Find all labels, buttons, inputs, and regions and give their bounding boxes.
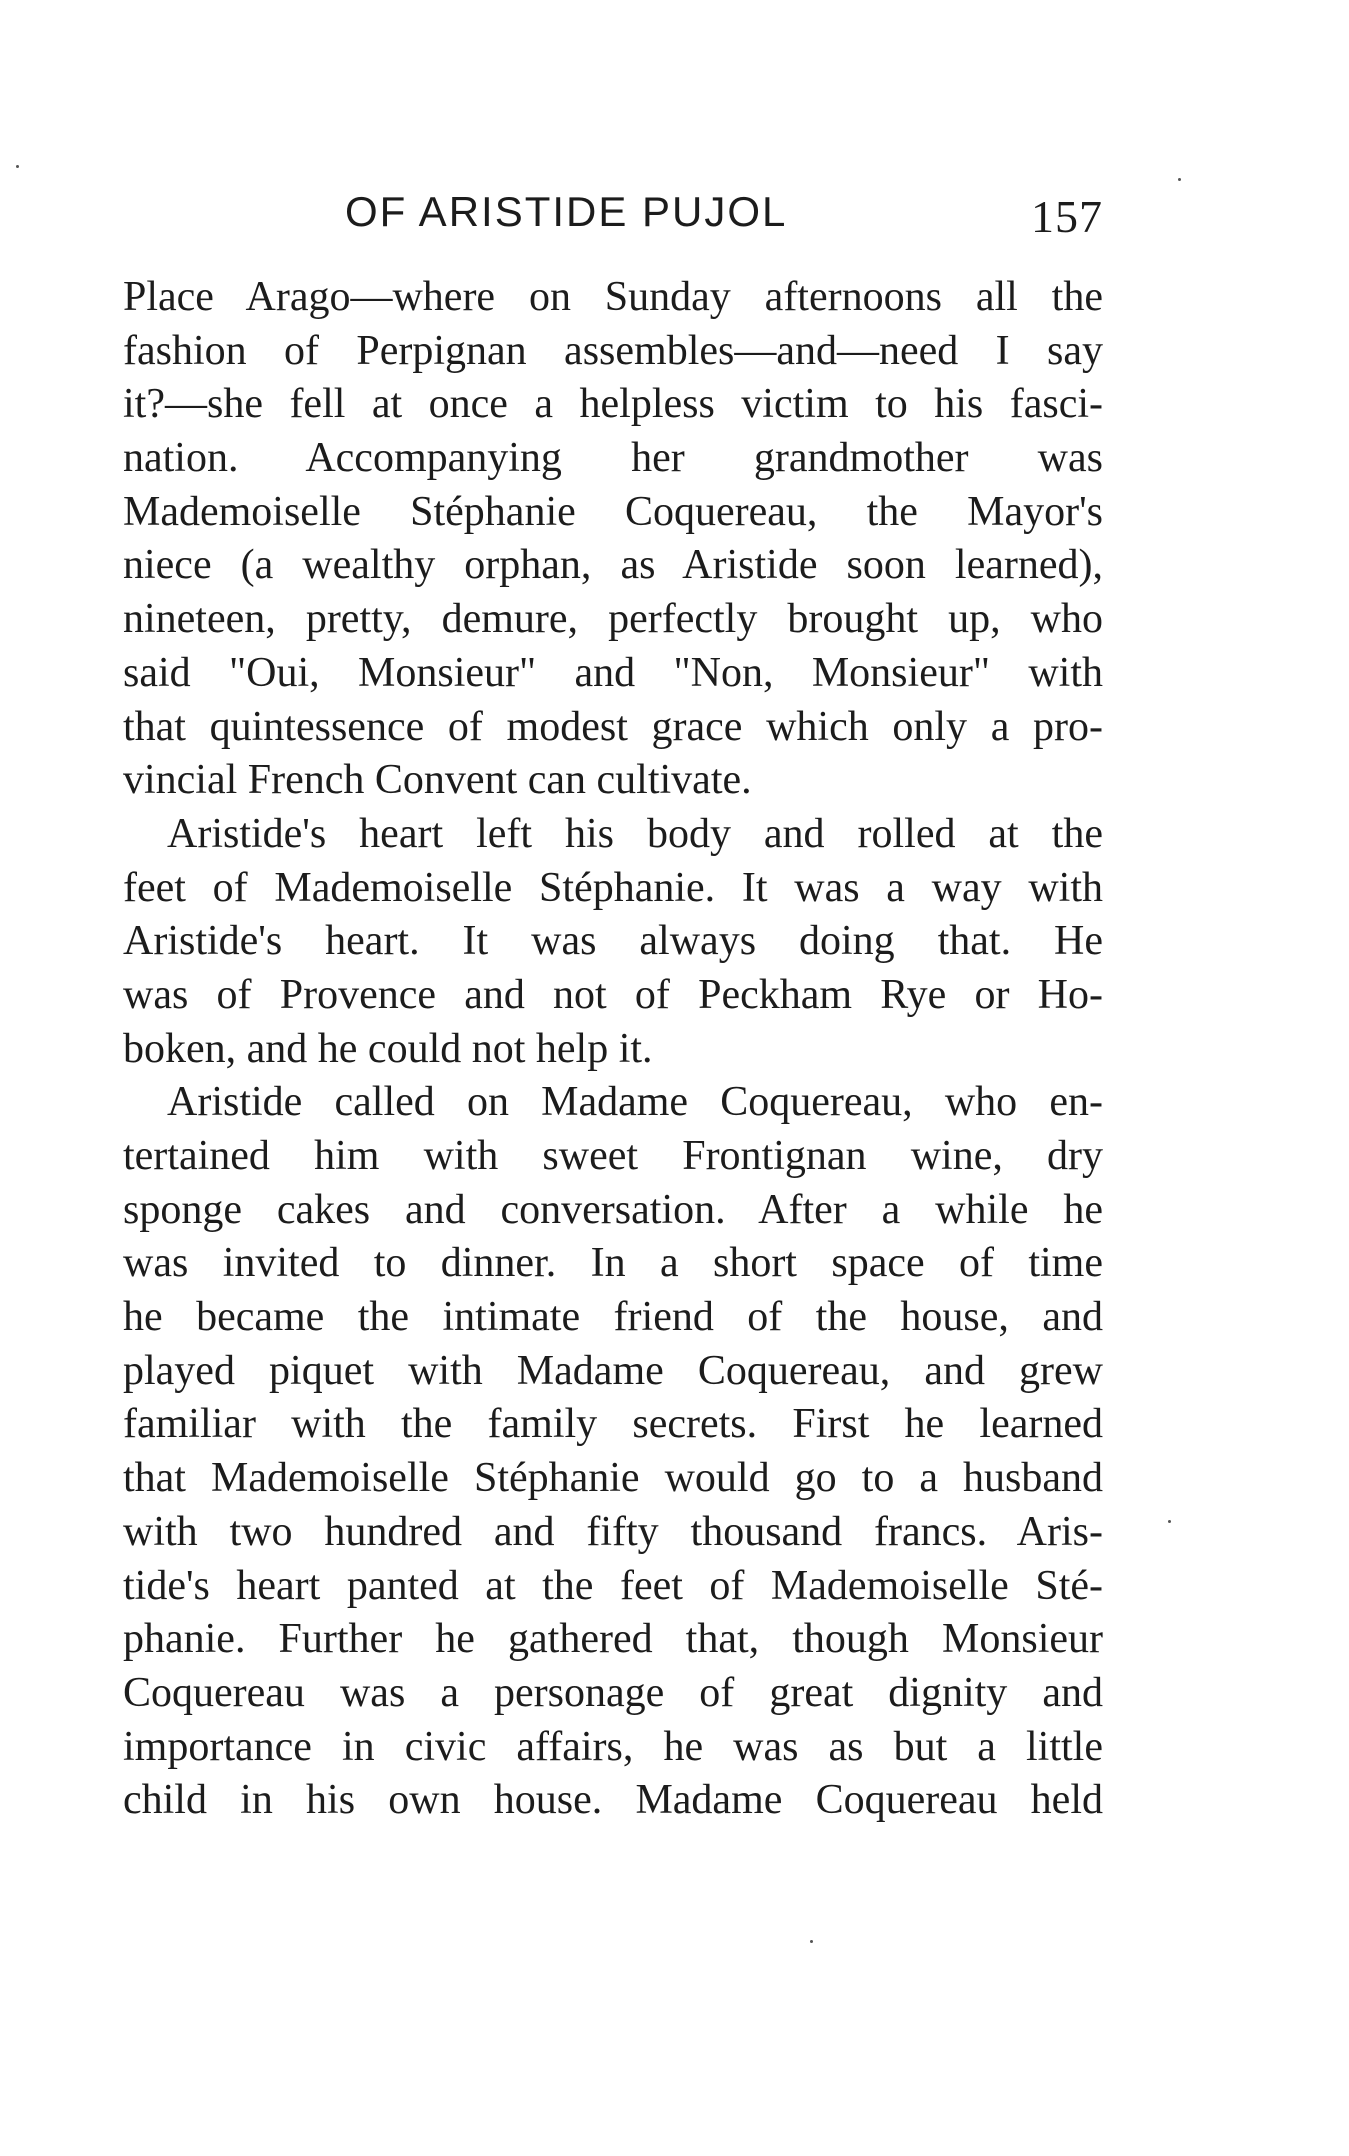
text-line: niece (a wealthy orphan, as Aristide soon learned), (123, 542, 1103, 589)
text-line: tide's heart panted at the feet of Mademoiselle Sté- (123, 1562, 1103, 1609)
text-line: nineteen, pretty, demure, perfectly brought up, who (123, 596, 1103, 643)
text-line: played piquet with Madame Coquereau, and grew (123, 1347, 1103, 1394)
text-line: Aristide's heart left his body and rolled at the (167, 810, 1103, 857)
text-line: Place Arago—where on Sunday afternoons all the (123, 274, 1103, 320)
text-line: child in his own house. Madame Coquereau held (123, 1777, 1103, 1824)
running-head-title: OF ARISTIDE PUJOL (345, 188, 788, 235)
text-line: was invited to dinner. In a short space of time (123, 1240, 1103, 1287)
paper-speck (1168, 1520, 1171, 1523)
text-line: said "Oui, Monsieur" and "Non, Monsieur" with (123, 649, 1103, 696)
text-line: Aristide's heart. It was always doing that. He (123, 918, 1103, 965)
text-line: Aristide called on Madame Coquereau, who en- (167, 1079, 1103, 1126)
text-line: fashion of Perpignan assembles—and—need I say (123, 327, 1103, 374)
paragraph (123, 1076, 1103, 1828)
text-line: boken, and he could not help it. (123, 1025, 653, 1072)
text-line: phanie. Further he gathered that, though Monsieur (123, 1616, 1103, 1663)
text-line: familiar with the family secrets. First he learned (123, 1401, 1103, 1448)
text-line: Coquereau was a personage of great dignity and (123, 1669, 1103, 1716)
page-number: 157 (1031, 191, 1103, 242)
body-text (123, 271, 1103, 1828)
text-line: Mademoiselle Stéphanie Coquereau, the Mayor's (123, 488, 1103, 535)
running-head (123, 188, 1103, 248)
paper-speck (1178, 178, 1181, 181)
text-line: importance in civic affairs, he was as but a little (123, 1723, 1103, 1770)
text-line: with two hundred and fifty thousand francs. Aris- (123, 1508, 1103, 1555)
text-line: sponge cakes and conversation. After a while he (123, 1186, 1103, 1233)
paragraph (123, 271, 1103, 808)
paragraph (123, 808, 1103, 1076)
text-line: was of Provence and not of Peckham Rye or Ho- (123, 971, 1103, 1018)
text-line: tertained him with sweet Frontignan wine, dry (123, 1133, 1103, 1179)
text-line: that Mademoiselle Stéphanie would go to a husband (123, 1455, 1103, 1502)
text-line: feet of Mademoiselle Stéphanie. It was a way with (123, 864, 1103, 911)
text-line: it?—she fell at once a helpless victim to his fasci- (123, 381, 1103, 428)
paper-speck (16, 165, 19, 168)
paper-speck (810, 1940, 813, 1943)
text-line: he became the intimate friend of the house, and (123, 1294, 1103, 1341)
text-line: vincial French Convent can cultivate. (123, 757, 752, 804)
text-line: that quintessence of modest grace which only a pro- (123, 703, 1103, 750)
text-line: nation. Accompanying her grandmother was (123, 435, 1103, 482)
